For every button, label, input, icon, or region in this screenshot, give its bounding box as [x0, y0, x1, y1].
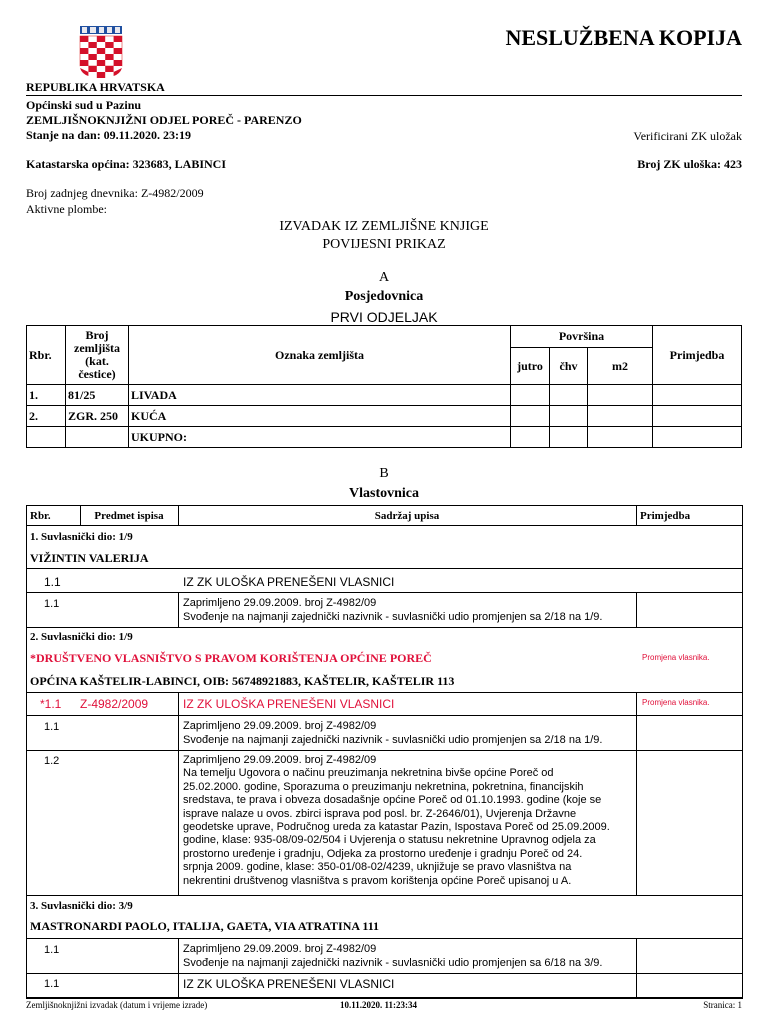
- col-chv: čhv: [550, 348, 588, 385]
- entry-rbr: 1.1: [44, 575, 61, 589]
- footer-divider: [26, 997, 742, 998]
- row-chv: [550, 406, 588, 427]
- row-primjedba: [653, 406, 742, 427]
- possession-table: [26, 325, 742, 448]
- row-m2: [588, 427, 653, 448]
- row-m2: [588, 406, 653, 427]
- section-b-letter: B: [379, 466, 389, 481]
- col-jutro: jutro: [511, 348, 550, 385]
- entry-text: Zaprimljeno 29.09.2009. broj Z-4982/09: [183, 943, 377, 955]
- row-divider: [26, 592, 742, 593]
- col-oznaka: Oznaka zemljišta: [129, 326, 511, 385]
- republic-label: REPUBLIKA HRVATSKA: [26, 80, 165, 94]
- entry-text: Svođenje na najmanji zajednički nazivnik - suvlasnički udio promjenjen sa 6/18 na 3/9.: [183, 957, 603, 969]
- entry-text: IZ ZK ULOŠKA PRENEŠENI VLASNICI: [183, 575, 395, 589]
- row-divider: [26, 750, 742, 751]
- section-a-letter: A: [378, 270, 390, 285]
- footer-datetime: 10.11.2020. 11:23:34: [340, 1000, 418, 1010]
- entry-rbr-deleted: *1.1: [40, 697, 62, 711]
- footer-page: Stranica: 1: [703, 1000, 742, 1010]
- row-divider: [26, 568, 742, 569]
- document-title: NESLUŽBENA KOPIJA: [505, 25, 742, 50]
- entry-rbr: 1.1: [44, 978, 60, 990]
- row-divider: [26, 973, 742, 974]
- col-broj-l3: (kat.: [85, 354, 109, 368]
- col-broj-l1: Broj: [85, 328, 109, 342]
- entry-text: IZ ZK ULOŠKA PRENEŠENI VLASNICI: [183, 977, 395, 991]
- entry-line: 25.02.2000. godine, Sporazuma o preuzimanju nekretnina, pokretnina, financijskih: [183, 780, 584, 793]
- owner-name: OPĆINA KAŠTELIR-LABINCI, OIB: 56748921883, KAŠTELIR, KAŠTELIR 113: [30, 674, 455, 688]
- col-povrsina: Površina: [511, 326, 653, 348]
- entry-predmet-deleted: Z-4982/2009: [80, 697, 149, 711]
- row-broj: 81/25: [66, 385, 129, 406]
- col-rbr: Rbr.: [30, 510, 51, 522]
- col-broj: [66, 326, 129, 385]
- entry-rbr: 1.2: [44, 755, 60, 767]
- row-primjedba: [653, 385, 742, 406]
- entry-line: Zaprimljeno 29.09.2009. broj Z-4982/09: [183, 754, 377, 766]
- col-predmet: Predmet ispisa: [94, 510, 164, 522]
- court-name: Općinski sud u Pazinu: [26, 98, 142, 112]
- col-broj-l4: čestice): [78, 367, 116, 381]
- section-b-title: Vlastovnica: [349, 486, 419, 501]
- col-divider: [178, 592, 179, 627]
- section-a-part: PRVI ODJELJAK: [330, 309, 438, 325]
- table-row: [27, 385, 742, 406]
- owner-name: VIŽINTIN VALERIJA: [30, 551, 149, 565]
- entry-line: srpnja 2009. godine, klase: 350-01/08-02/4239, uknjižuje se pravo vlasništva na: [183, 861, 572, 874]
- entry-text: Zaprimljeno 29.09.2009. broj Z-4982/09: [183, 597, 377, 609]
- entry-rbr: 1.1: [44, 721, 60, 733]
- header-row-divider: [26, 525, 742, 526]
- col-broj-l2: zemljišta: [74, 341, 120, 355]
- last-diary-number: Broj zadnjeg dnevnika: Z-4982/2009: [26, 186, 204, 200]
- entry-rbr: 1.1: [44, 598, 60, 610]
- col-divider: [178, 692, 179, 997]
- footer-left: Zemljišnoknjižni izvadak (datum i vrijeme izrade): [26, 1000, 208, 1010]
- entry-line: sredstava, te prava i obveza dosadašnje općine Poreč od 01.10.1993. godine (koje se: [183, 794, 602, 807]
- change-note: Promjena vlasnika.: [642, 653, 710, 662]
- extract-subtitle: POVIJESNI PRIKAZ: [322, 237, 446, 252]
- col-divider: [636, 692, 637, 997]
- row-chv: [550, 385, 588, 406]
- row-broj: ZGR. 250: [66, 406, 129, 427]
- col-primjedba: Primjedba: [640, 510, 691, 522]
- cadastral-municipality: Katastarska općina: 323683, LABINCI: [26, 157, 227, 171]
- share-label: 1. Suvlasnički dio: 1/9: [30, 531, 133, 543]
- row-divider: [26, 715, 742, 716]
- table-row: [27, 406, 742, 427]
- row-jutro: [511, 427, 550, 448]
- croatian-coat-of-arms-icon: [78, 24, 124, 80]
- row-broj: [66, 427, 129, 448]
- col-primjedba: Primjedba: [653, 326, 742, 385]
- row-oznaka: LIVADA: [129, 385, 511, 406]
- entry-line: geodetske uprave, Područnog ureda za katastar Pazin, Ispostava Poreč od 25.09.2009.: [183, 821, 610, 834]
- col-divider: [636, 505, 637, 525]
- owner-name-deleted: *DRUŠTVENO VLASNIŠTVO S PRAVOM KORIŠTENJA OPĆINE POREČ: [30, 651, 432, 665]
- active-seals: Aktivne plombe:: [26, 202, 107, 216]
- row-m2: [588, 385, 653, 406]
- row-oznaka: KUĆA: [129, 406, 511, 427]
- row-rbr: 1.: [27, 385, 66, 406]
- row-rbr: 2.: [27, 406, 66, 427]
- entry-line: isprave nalaze u ovos. zbirci isprava pod posl. br. Z-2646/01), Uvjerenja Državne: [183, 807, 577, 820]
- row-divider: [26, 692, 742, 693]
- entry-line: Na temelju Ugovora o načinu preuzimanja nekretnina bivše općine Poreč od: [183, 767, 554, 780]
- entry-text-deleted: IZ ZK ULOŠKA PRENEŠENI VLASNICI: [183, 697, 395, 711]
- row-divider: [26, 938, 742, 939]
- share-label: 2. Suvlasnički dio: 1/9: [30, 631, 133, 643]
- row-rbr: [27, 427, 66, 448]
- share-label: 3. Suvlasnički dio: 3/9: [30, 900, 133, 912]
- entry-line: nekrentini društvenog vlasništva s pravom korištenja općine Poreč upisanoj u A.: [183, 874, 572, 887]
- entry-text: Svođenje na najmanji zajednički nazivnik - suvlasnički udio promjenjen sa 2/18 na 1/9.: [183, 734, 603, 746]
- owner-name: MASTRONARDI PAOLO, ITALIJA, GAETA, VIA ATRATINA 111: [30, 919, 380, 933]
- row-jutro: [511, 406, 550, 427]
- department-name: ZEMLJIŠNOKNJIŽNI ODJEL POREČ - PARENZO: [26, 113, 302, 127]
- zk-number: Broj ZK uloška: 423: [637, 157, 742, 171]
- state-date: Stanje na dan: 09.11.2020. 23:19: [26, 128, 192, 142]
- row-chv: [550, 427, 588, 448]
- entry-line: prostorno uređenje i gradnju, Odjeka za prostorno uređenje i gradnju Poreč od 24.: [183, 847, 583, 860]
- table-row: [27, 427, 742, 448]
- col-divider: [636, 592, 637, 627]
- extract-title: IZVADAK IZ ZEMLJIŠNE KNJIGE: [279, 219, 489, 234]
- col-m2: m2: [588, 348, 653, 385]
- row-primjedba: [653, 427, 742, 448]
- entry-rbr: 1.1: [44, 944, 60, 956]
- entry-line: godine, klase: 935-08/09-02/504 i Uvjerenja o statusu nekretnine Upravnog odjela za: [183, 834, 596, 847]
- header-divider: [26, 95, 742, 96]
- entry-text: Zaprimljeno 29.09.2009. broj Z-4982/09: [183, 720, 377, 732]
- row-oznaka: UKUPNO:: [129, 427, 511, 448]
- row-divider: [26, 627, 742, 628]
- col-rbr: Rbr.: [27, 326, 66, 385]
- verified-label: Verificirani ZK uložak: [633, 129, 742, 143]
- row-jutro: [511, 385, 550, 406]
- entry-text: Svođenje na najmanji zajednički nazivnik - suvlasnički udio promjenjen sa 2/18 na 1/9.: [183, 611, 603, 623]
- section-a-title: Posjedovnica: [344, 289, 424, 304]
- col-sadrzaj: Sadržaj upisa: [374, 510, 440, 522]
- entry-text-block: [183, 754, 610, 888]
- change-note: Promjena vlasnika.: [642, 698, 710, 707]
